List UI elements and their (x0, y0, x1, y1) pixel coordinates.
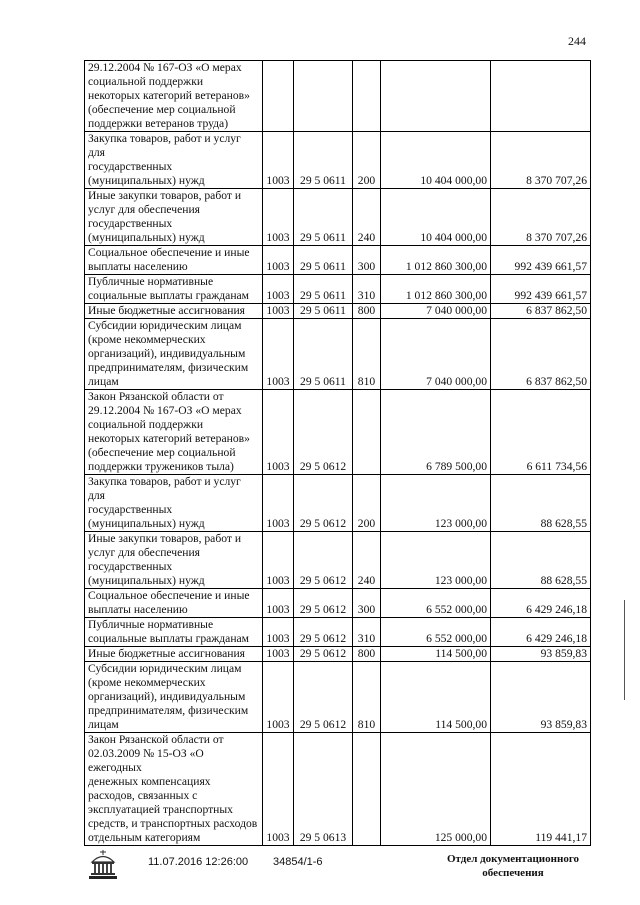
table-row (85, 390, 591, 475)
expense-kind-cell: 240 (353, 189, 381, 246)
article-code-cell: 29 5 0612 (294, 390, 353, 475)
planned-amount-cell: 114 500,00 (381, 662, 491, 733)
expense-name-line: Иные бюджетные ассигнования (88, 647, 245, 660)
expense-name-line: Субсидии юридическим лицам (88, 319, 242, 332)
section-code-cell: 1003 (263, 532, 294, 589)
table-row (85, 189, 591, 246)
expense-name-cell (85, 246, 263, 275)
article-code-cell: 29 5 0612 (294, 618, 353, 647)
expense-name-line: Публичные нормативные (88, 618, 214, 631)
expense-name-line: Иные бюджетные ассигнования (88, 304, 245, 317)
actual-amount-cell: 6 429 246,18 (491, 618, 591, 647)
expense-name-line: (обеспечение мер социальной (88, 446, 236, 459)
article-code-cell: 29 5 0611 (294, 319, 353, 390)
expense-name-line: Иные закупки товаров, работ и (88, 189, 242, 202)
article-code-cell: 29 5 0611 (294, 246, 353, 275)
expense-name-line: (муниципальных) нужд (88, 574, 205, 587)
actual-amount-cell: 6 837 862,50 (491, 319, 591, 390)
planned-amount-cell: 6 789 500,00 (381, 390, 491, 475)
expense-name-cell (85, 275, 263, 304)
section-code-cell: 1003 (263, 475, 294, 532)
expense-name-line: Публичные нормативные (88, 275, 214, 288)
expense-kind-cell: 810 (353, 319, 381, 390)
expense-name-line: Закупка товаров, работ и услуг для (88, 132, 241, 159)
expense-name-line: социальной поддержки (88, 418, 204, 431)
expense-name-line: (муниципальных) нужд (88, 174, 205, 187)
expense-name-line: предпринимателям, физическим (88, 704, 249, 717)
planned-amount-cell: 114 500,00 (381, 647, 491, 662)
article-code-cell: 29 5 0611 (294, 132, 353, 189)
expense-name-cell (85, 733, 263, 846)
budget-table (84, 60, 591, 846)
expense-name-line: предпринимателям, физическим (88, 361, 249, 374)
planned-amount-cell: 125 000,00 (381, 733, 491, 846)
planned-amount-cell: 123 000,00 (381, 475, 491, 532)
table-row (85, 618, 591, 647)
table-row (85, 475, 591, 532)
footer-doc-number: 34854/1-6 (273, 856, 323, 868)
expense-name-line: социальной поддержки (88, 75, 204, 88)
expense-kind-cell (353, 733, 381, 846)
footer-date: 11.07.2016 12:26:00 (148, 856, 249, 868)
table-row (85, 647, 591, 662)
actual-amount-cell: 93 859,83 (491, 662, 591, 733)
expense-name-line: выплаты населению (88, 603, 188, 616)
planned-amount-cell (381, 61, 491, 132)
expense-name-line: Закон Рязанской области от (88, 733, 224, 746)
expense-name-line: некоторых категорий ветеранов» (88, 89, 250, 102)
expense-name-line: отдельным категориям (88, 831, 201, 844)
expense-name-line: Социальное обеспечение и иные (88, 246, 250, 259)
table-row (85, 589, 591, 618)
table-row (85, 319, 591, 390)
section-code-cell: 1003 (263, 662, 294, 733)
expense-name-cell (85, 61, 263, 132)
article-code-cell: 29 5 0612 (294, 532, 353, 589)
article-code-cell: 29 5 0612 (294, 662, 353, 733)
table-row (85, 733, 591, 846)
article-code-cell: 29 5 0612 (294, 475, 353, 532)
expense-name-cell (85, 304, 263, 319)
actual-amount-cell: 6 429 246,18 (491, 589, 591, 618)
expense-name-line: социальные выплаты гражданам (88, 632, 250, 645)
expense-kind-cell (353, 390, 381, 475)
section-code-cell: 1003 (263, 618, 294, 647)
planned-amount-cell: 7 040 000,00 (381, 304, 491, 319)
table-row (85, 532, 591, 589)
expense-name-line: Субсидии юридическим лицам (88, 662, 242, 675)
expense-name-line: средств, и транспортных расходов (88, 817, 258, 830)
expense-name-cell (85, 647, 263, 662)
expense-name-line: денежных компенсациях (88, 775, 211, 788)
planned-amount-cell: 10 404 000,00 (381, 189, 491, 246)
expense-name-line: Социальное обеспечение и иные (88, 589, 250, 602)
footer-department: Отдел документационного обеспечения (446, 853, 580, 879)
table-row (85, 662, 591, 733)
expense-name-line: выплаты населению (88, 260, 188, 273)
actual-amount-cell: 93 859,83 (491, 647, 591, 662)
expense-name-line: поддержки тружеников тыла) (88, 460, 234, 473)
expense-name-cell (85, 532, 263, 589)
table-row (85, 61, 591, 132)
expense-kind-cell: 200 (353, 475, 381, 532)
actual-amount-cell: 8 370 707,26 (491, 189, 591, 246)
expense-kind-cell (353, 61, 381, 132)
actual-amount-cell: 88 628,55 (491, 475, 591, 532)
expense-name-line: государственных (88, 503, 173, 516)
expense-kind-cell: 310 (353, 275, 381, 304)
expense-name-line: государственных (88, 217, 173, 230)
section-code-cell: 1003 (263, 304, 294, 319)
expense-name-line: социальные выплаты гражданам (88, 289, 250, 302)
planned-amount-cell: 6 552 000,00 (381, 618, 491, 647)
expense-name-line: 29.12.2004 № 167-ОЗ «О мерах (88, 404, 242, 417)
article-code-cell: 29 5 0613 (294, 733, 353, 846)
actual-amount-cell: 6 611 734,56 (491, 390, 591, 475)
expense-name-cell (85, 618, 263, 647)
footer (0, 842, 640, 902)
planned-amount-cell: 123 000,00 (381, 532, 491, 589)
expense-name-line: расходов, связанных с (88, 789, 198, 802)
article-code-cell: 29 5 0612 (294, 647, 353, 662)
section-code-cell: 1003 (263, 733, 294, 846)
actual-amount-cell: 992 439 661,57 (491, 275, 591, 304)
table-row (85, 132, 591, 189)
duma-emblem-icon (88, 848, 118, 880)
section-code-cell: 1003 (263, 132, 294, 189)
section-code-cell: 1003 (263, 589, 294, 618)
expense-name-cell (85, 132, 263, 189)
planned-amount-cell: 10 404 000,00 (381, 132, 491, 189)
table-row (85, 246, 591, 275)
expense-name-line: государственных (88, 160, 173, 173)
expense-name-cell (85, 319, 263, 390)
article-code-cell (294, 61, 353, 132)
expense-name-line: (кроме некоммерческих (88, 333, 206, 346)
expense-name-cell (85, 189, 263, 246)
expense-kind-cell: 800 (353, 647, 381, 662)
expense-name-line: 29.12.2004 № 167-ОЗ «О мерах (88, 61, 242, 74)
expense-name-cell (85, 475, 263, 532)
section-code-cell: 1003 (263, 246, 294, 275)
expense-name-line: (кроме некоммерческих (88, 676, 206, 689)
article-code-cell: 29 5 0611 (294, 189, 353, 246)
expense-name-line: Закупка товаров, работ и услуг для (88, 475, 241, 502)
expense-name-line: услуг для обеспечения (88, 546, 200, 559)
expense-kind-cell: 310 (353, 618, 381, 647)
expense-name-line: услуг для обеспечения (88, 203, 200, 216)
actual-amount-cell: 88 628,55 (491, 532, 591, 589)
section-code-cell: 1003 (263, 275, 294, 304)
article-code-cell: 29 5 0611 (294, 275, 353, 304)
expense-name-line: лицам (88, 718, 119, 731)
expense-kind-cell: 240 (353, 532, 381, 589)
expense-kind-cell: 200 (353, 132, 381, 189)
expense-name-line: эксплуатацией транспортных (88, 803, 233, 816)
article-code-cell: 29 5 0611 (294, 304, 353, 319)
article-code-cell: 29 5 0612 (294, 589, 353, 618)
expense-name-cell (85, 662, 263, 733)
expense-kind-cell: 300 (353, 246, 381, 275)
expense-name-line: поддержки ветеранов труда) (88, 117, 229, 130)
expense-name-cell (85, 390, 263, 475)
planned-amount-cell: 1 012 860 300,00 (381, 275, 491, 304)
actual-amount-cell (491, 61, 591, 132)
expense-name-line: государственных (88, 560, 173, 573)
actual-amount-cell: 8 370 707,26 (491, 132, 591, 189)
table-row (85, 275, 591, 304)
margin-line (624, 600, 625, 700)
expense-kind-cell: 300 (353, 589, 381, 618)
expense-name-line: Иные закупки товаров, работ и (88, 532, 242, 545)
expense-name-line: 02.03.2009 № 15-ОЗ «О ежегодных (88, 747, 204, 774)
section-code-cell (263, 61, 294, 132)
expense-name-line: (муниципальных) нужд (88, 231, 205, 244)
expense-name-line: организаций), индивидуальным (88, 690, 246, 703)
actual-amount-cell: 6 837 862,50 (491, 304, 591, 319)
expense-name-line: (муниципальных) нужд (88, 517, 205, 530)
expense-name-line: Закон Рязанской области от (88, 390, 224, 403)
planned-amount-cell: 7 040 000,00 (381, 319, 491, 390)
expense-name-line: некоторых категорий ветеранов» (88, 432, 250, 445)
actual-amount-cell: 992 439 661,57 (491, 246, 591, 275)
section-code-cell: 1003 (263, 189, 294, 246)
table-row (85, 304, 591, 319)
expense-kind-cell: 800 (353, 304, 381, 319)
section-code-cell: 1003 (263, 319, 294, 390)
expense-name-cell (85, 589, 263, 618)
expense-name-line: организаций), индивидуальным (88, 347, 246, 360)
expense-kind-cell: 810 (353, 662, 381, 733)
actual-amount-cell: 119 441,17 (491, 733, 591, 846)
planned-amount-cell: 6 552 000,00 (381, 589, 491, 618)
planned-amount-cell: 1 012 860 300,00 (381, 246, 491, 275)
expense-name-line: лицам (88, 375, 119, 388)
expense-name-line: (обеспечение мер социальной (88, 103, 236, 116)
section-code-cell: 1003 (263, 647, 294, 662)
page-number: 244 (568, 34, 586, 48)
section-code-cell: 1003 (263, 390, 294, 475)
